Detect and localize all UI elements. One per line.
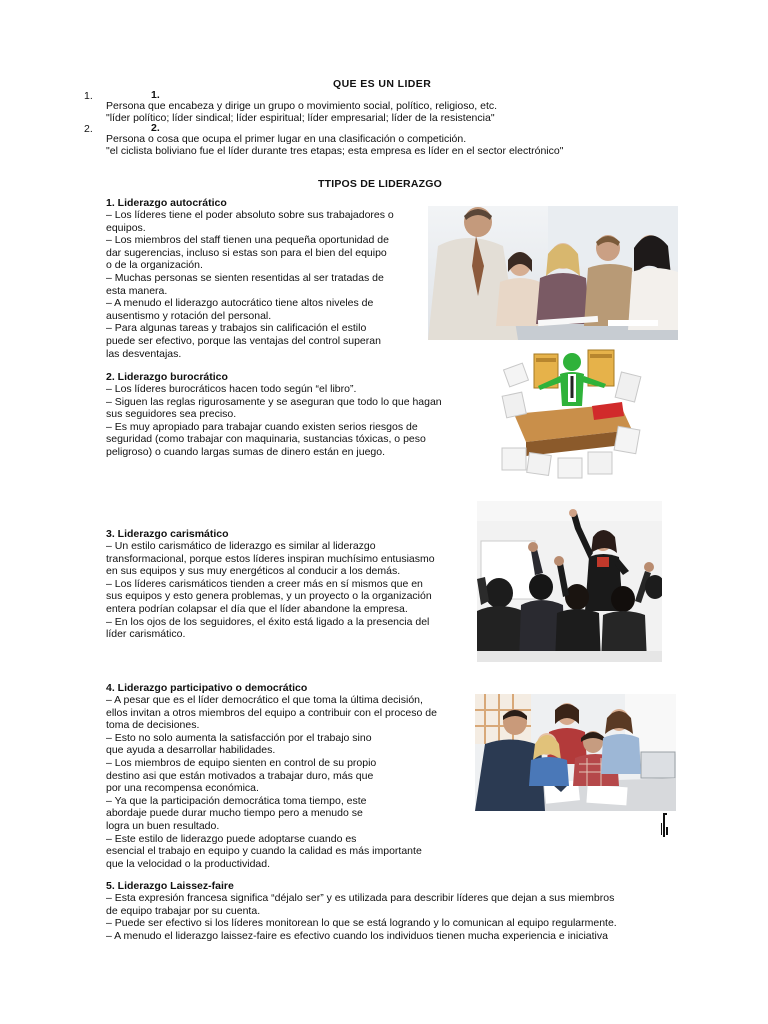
section-5-line: – Esta expresión francesa significa “déjalo ser” y es utilizada para describir líderes que dejan a sus miembros [106,892,615,904]
section-5-line: – Puede ser efectivo si los líderes monitorean lo que se está logrando y lo comunican al equipo regularmente. [106,917,617,930]
section-1-line: ausentismo y rotación del personal. [106,309,272,322]
section-2-line: – Siguen las reglas rigurosamente y se aseguran que todo lo que hagan [106,395,442,408]
definition-2-line-2: "el ciclista boliviano fue el líder durante tres etapas; esta empresa es líder en el sector electrónico" [106,145,564,157]
section-4-line: – Los miembros de equipo sienten en control de su propio [106,756,377,769]
section-1-line: o de la organización. [106,259,203,272]
section-3-heading: 3. Liderazgo carismático [106,528,229,540]
office-meeting-photo [428,206,678,340]
section-3-line: sus equipos y esto genera problemas, y un proyecto o la organización [106,590,432,603]
section-3-line: entera podrían colapsar el día que el líder abandone la empresa. [106,602,408,615]
section-1-line: dar sugerencias, incluso si estas son para el bien del equipo [106,246,387,259]
section-4-line: que ayuda a desarrollar habilidades. [106,744,276,757]
section-1-line: – Para algunas tareas y trabajos sin calificación el estilo [106,322,367,335]
section-1-line: esta manera. [106,284,168,297]
section-4-line: toma de decisiones. [106,719,200,732]
section-2-line: – Los líderes burocráticos hacen todo según “el libro”. [106,383,357,395]
section-4-line: abordaje puede durar mucho tiempo pero a menudo se [106,807,363,820]
section-1-line: puede ser efectivo, porque las ventajas del control superan [106,334,381,347]
section-1-heading: 1. Liderazgo autocrático [106,197,227,209]
section-4-line: por una recompensa económica. [106,782,259,795]
team-collaboration-photo [475,694,676,811]
section-3-line: en sus equipos y sus muy energéticos al conducir a los demás. [106,565,401,578]
definition-1-line-1: Persona que encabeza y dirige un grupo o movimiento social, político, religioso, etc. [106,100,498,112]
types-title: TTIPOS DE LIDERAZGO [318,178,442,190]
section-2-line: sus seguidores sea preciso. [106,408,237,421]
definition-2-outer-number: 2. [84,123,93,135]
section-5-body [106,892,617,942]
section-4-line: que la velocidad o la productividad. [106,857,271,870]
section-2-line: seguridad (como trabajar con maquinaria, sustancias tóxicas, o peso [106,433,426,446]
section-4-heading: 4. Liderazgo participativo o democrático [106,682,308,694]
section-3-line: – Un estilo carismático de liderazgo es similar al liderazgo [106,540,376,552]
bureaucracy-illustration [500,344,646,480]
section-4-line: – Esto no solo aumenta la satisfacción por el trabajo sino [106,731,372,744]
small-marker-glyph [660,813,670,837]
section-3-line: – En los ojos de los seguidores, el éxito está ligado a la presencia del [106,615,430,628]
section-2-line: peligroso) o cuando largas sumas de dinero están en juego. [106,445,386,458]
section-1-line: – Los líderes tiene el poder absoluto sobre sus trabajadores o [106,209,394,221]
definition-1-outer-number: 1. [84,90,93,102]
section-3-body [106,540,435,641]
section-4-line: – A pesar que es el líder democrático el que toma la última decisión, [106,694,423,706]
section-1-line: equipos. [106,221,146,234]
definition-2-inner-number: 2. [151,122,160,134]
section-4-line: esencial el trabajo en equipo y cuando la calidad es más importante [106,845,422,858]
section-4-line: logra un buen resultado. [106,819,220,832]
definition-1-inner-number: 1. [151,89,160,101]
definition-1-line-2: "líder político; líder sindical; líder espiritual; líder empresarial; líder de la resistencia" [106,112,495,124]
section-4-body [106,694,437,870]
section-5-heading: 5. Liderazgo Laissez-faire [106,880,234,892]
section-2-body [106,383,442,459]
definition-2-line-1: Persona o cosa que ocupa el primer lugar en una clasificación o competición. [106,133,467,145]
page-title: QUE ES UN LIDER [333,78,432,90]
section-3-line: transformacional, porque estos líderes inspiran muchísimo entusiasmo [106,552,435,565]
charismatic-leader-photo [477,501,662,662]
section-1-line: – Los miembros del staff tienen una pequeña oportunidad de [106,234,389,247]
section-4-line: – Ya que la participación democrática toma tiempo, este [106,794,367,807]
section-1-line: las desventajas. [106,347,182,360]
section-4-line: ellos invitan a otros miembros del equipo a contribuir con el proceso de [106,706,437,719]
section-4-line: destino asi que están motivados a trabajar duro, más que [106,769,374,782]
section-1-line: – Muchas personas se sienten resentidas al ser tratadas de [106,271,384,284]
section-1-body [106,209,394,360]
section-5-line: – A menudo el liderazgo laissez-faire es efectivo cuando los individuos tienen mucha experiencia e iniciativa [106,929,608,942]
section-1-line: – A menudo el liderazgo autocrático tiene altos niveles de [106,297,374,310]
section-4-line: – Este estilo de liderazgo puede adoptarse cuando es [106,832,357,845]
section-5-line: de equipo trabajar por su cuenta. [106,904,261,917]
section-2-line: – Es muy apropiado para trabajar cuando existen serios riesgos de [106,420,418,433]
section-2-heading: 2. Liderazgo burocrático [106,371,228,383]
section-3-line: líder carismático. [106,628,186,641]
section-3-line: – Los líderes carismáticos tienden a creer más en sí mismos que en [106,577,423,590]
